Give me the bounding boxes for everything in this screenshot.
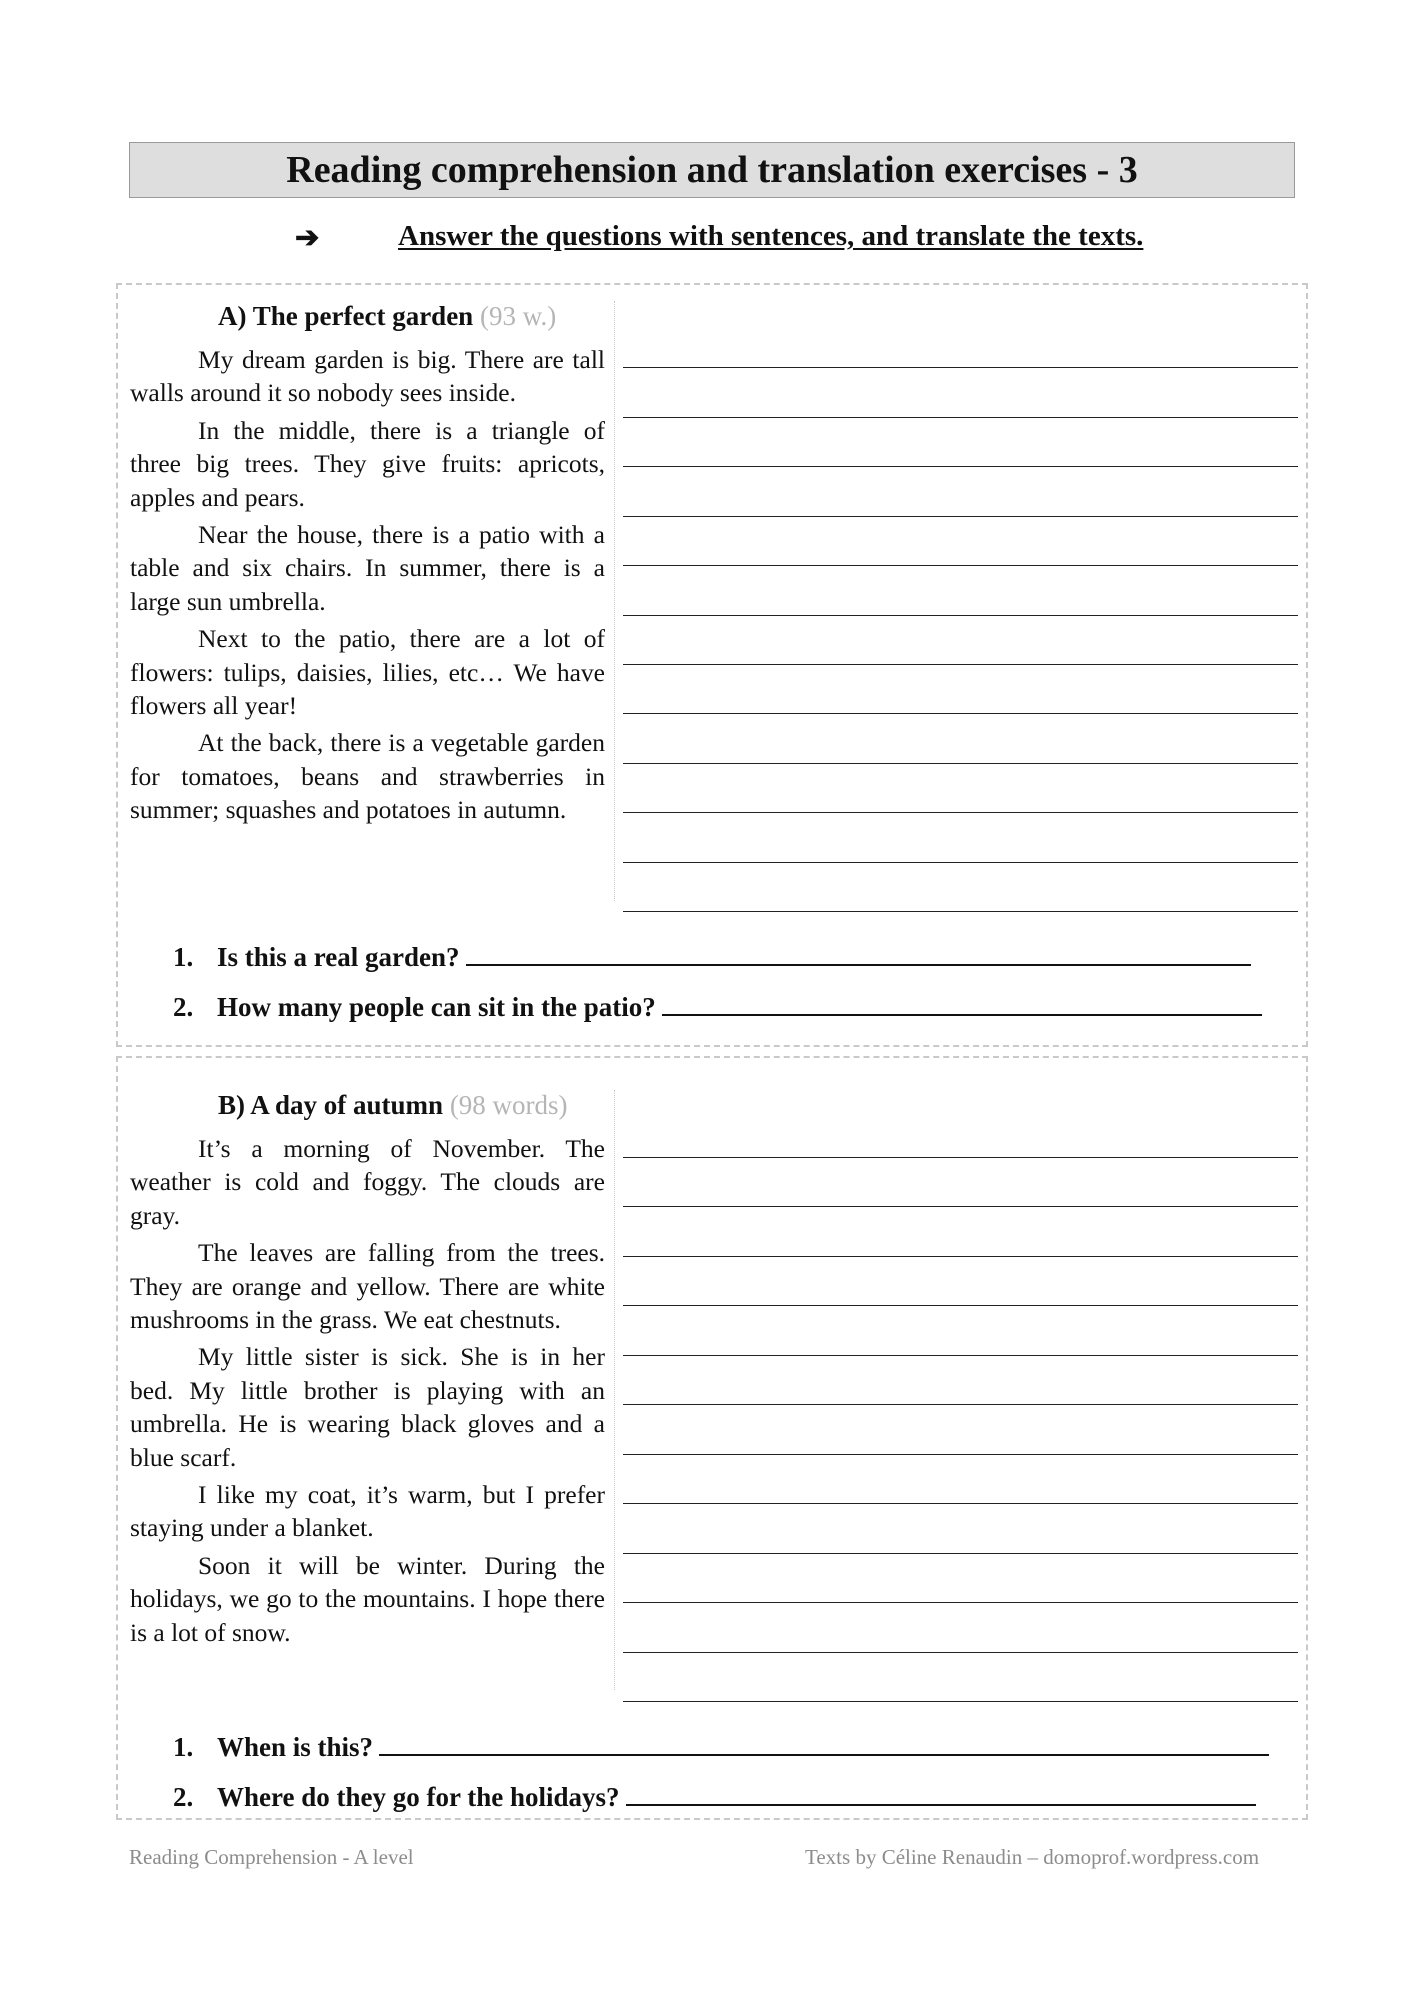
instruction-text: Answer the questions with sentences, and translate the texts. (398, 220, 1144, 252)
writing-line[interactable] (623, 1652, 1298, 1653)
question-number: 1. (173, 942, 194, 972)
writing-line[interactable] (623, 1256, 1298, 1257)
paragraph: At the back, there is a vegetable garden for tomatoes, beans and strawberries in summer; squashes and potatoes in autumn. (130, 728, 605, 825)
writing-line[interactable] (623, 763, 1298, 764)
arrow-right-icon: ➔ (295, 222, 320, 254)
paragraph: The leaves are falling from the trees. They are orange and yellow. There are white mushrooms in the grass. We eat chestnuts. (130, 1238, 605, 1335)
writing-line[interactable] (623, 1503, 1298, 1504)
writing-line[interactable] (623, 1404, 1298, 1405)
writing-line[interactable] (623, 713, 1298, 714)
writing-line[interactable] (623, 664, 1298, 665)
paragraph: It’s a morning of November. The weather is cold and foggy. The clouds are gray. (130, 1134, 605, 1230)
section-a (116, 283, 1308, 1047)
writing-line[interactable] (623, 1602, 1298, 1603)
question-number: 2. (173, 992, 194, 1022)
paragraph: Next to the patio, there are a lot of flowers: tulips, daisies, lilies, etc… We have flowers all year! (130, 624, 605, 721)
question-text: When is this? (217, 1732, 374, 1762)
answer-line[interactable] (662, 990, 1262, 1016)
writing-line[interactable] (623, 1701, 1298, 1702)
question-number: 2. (173, 1782, 194, 1812)
writing-line[interactable] (623, 1206, 1298, 1207)
question-item (173, 940, 1251, 973)
question-number: 1. (173, 1732, 194, 1762)
writing-line[interactable] (623, 516, 1298, 517)
page-title: Reading comprehension and translation exercises - 3 (129, 142, 1295, 198)
answer-line[interactable] (466, 940, 1251, 966)
paragraph: Soon it will be winter. During the holidays, we go to the mountains. I hope there is a lot of snow. (130, 1550, 605, 1647)
writing-line[interactable] (623, 466, 1298, 467)
column-divider (614, 1090, 615, 1690)
writing-line[interactable] (623, 367, 1298, 368)
answer-line[interactable] (379, 1730, 1269, 1756)
section-b (116, 1056, 1308, 1820)
section-a-word-count: (93 w.) (479, 301, 557, 331)
paragraph: Near the house, there is a patio with a table and six chairs. In summer, there is a large sun umbrella. (130, 520, 605, 616)
section-a-text (130, 343, 605, 831)
writing-line[interactable] (623, 565, 1298, 566)
writing-line[interactable] (623, 1355, 1298, 1356)
paragraph: My little sister is sick. She is in her bed. My little brother is playing with an umbrella. He is wearing black gloves and a blue scarf. (130, 1342, 605, 1472)
writing-line[interactable] (623, 911, 1298, 912)
question-text: Is this a real garden? (217, 942, 460, 972)
writing-line[interactable] (623, 417, 1298, 418)
column-divider (614, 301, 615, 901)
section-a-heading: A) The perfect garden (218, 301, 474, 331)
section-b-title (218, 1090, 568, 1121)
writing-line[interactable] (623, 1454, 1298, 1455)
question-item (173, 1730, 1269, 1763)
answer-line[interactable] (626, 1780, 1256, 1806)
question-text: Where do they go for the holidays? (217, 1782, 620, 1812)
writing-line[interactable] (623, 1157, 1298, 1158)
writing-line[interactable] (623, 862, 1298, 863)
writing-line[interactable] (623, 812, 1298, 813)
instruction (295, 220, 1245, 260)
section-b-heading: B) A day of autumn (218, 1090, 444, 1120)
section-b-text (130, 1132, 605, 1653)
paragraph: My dream garden is big. There are tall walls around it so nobody sees inside. (130, 345, 605, 408)
question-item (173, 990, 1262, 1023)
section-b-word-count: (98 words) (449, 1090, 568, 1120)
writing-line[interactable] (623, 1553, 1298, 1554)
paragraph: I like my coat, it’s warm, but I prefer staying under a blanket. (130, 1480, 605, 1543)
question-text: How many people can sit in the patio? (217, 992, 656, 1022)
question-item (173, 1780, 1256, 1813)
footer-left: Reading Comprehension - A level (129, 1845, 414, 1869)
footer-right: Texts by Céline Renaudin – domoprof.wordpress.com (805, 1845, 1260, 1869)
writing-line[interactable] (623, 615, 1298, 616)
section-a-title (218, 301, 556, 332)
writing-line[interactable] (623, 1305, 1298, 1306)
paragraph: In the middle, there is a triangle of three big trees. They give fruits: apricots, apples and pears. (130, 415, 605, 512)
